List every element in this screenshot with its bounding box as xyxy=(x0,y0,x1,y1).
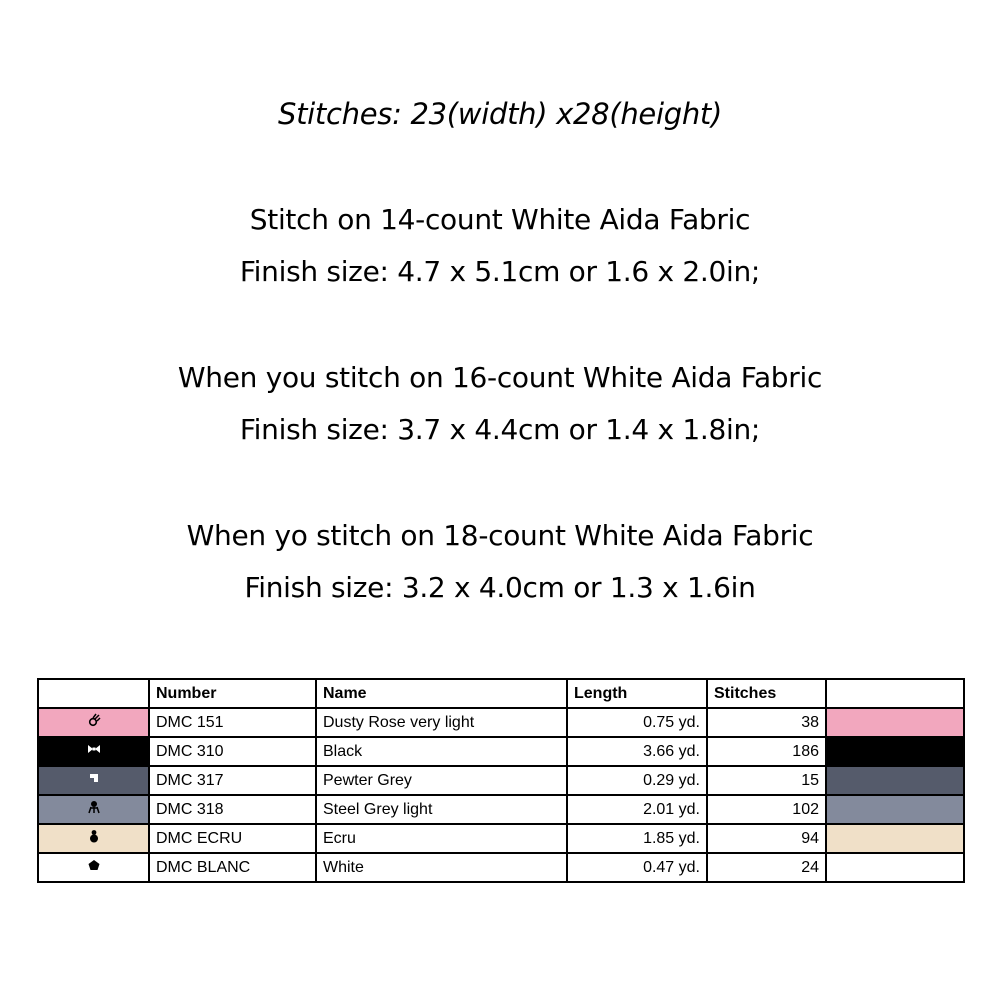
symbol-cell xyxy=(38,795,149,824)
finish-size-16: Finish size: 3.7 x 4.4cm or 1.4 x 1.8in; xyxy=(239,413,761,446)
stitch-count: 94 xyxy=(707,824,826,853)
color-swatch xyxy=(826,853,964,882)
table-header-row xyxy=(38,679,964,708)
stitch-count: 186 xyxy=(707,737,826,766)
thread-number: DMC 310 xyxy=(149,737,316,766)
symbol-cell xyxy=(38,708,149,737)
thread-length: 0.47 yd. xyxy=(567,853,707,882)
table-row xyxy=(38,737,964,766)
fabric-18-line: When yo stitch on 18-count White Aida Fabric xyxy=(186,519,814,552)
thread-length: 1.85 yd. xyxy=(567,824,707,853)
thread-length: 3.66 yd. xyxy=(567,737,707,766)
thread-number: DMC 318 xyxy=(149,795,316,824)
table-row xyxy=(38,766,964,795)
table-row xyxy=(38,795,964,824)
symbol-header xyxy=(38,679,149,708)
thread-key-table xyxy=(37,678,965,883)
thread-number: DMC 151 xyxy=(149,708,316,737)
number-header: Number xyxy=(149,679,316,708)
name-header: Name xyxy=(316,679,567,708)
comet-symbol-icon xyxy=(87,713,101,727)
color-header xyxy=(826,679,964,708)
stitches-header: Stitches xyxy=(707,679,826,708)
thread-number: DMC 317 xyxy=(149,766,316,795)
thread-name: Black xyxy=(316,737,567,766)
stitch-count: 38 xyxy=(707,708,826,737)
thread-name: Pewter Grey xyxy=(316,766,567,795)
thread-length: 2.01 yd. xyxy=(567,795,707,824)
color-swatch xyxy=(826,795,964,824)
color-swatch xyxy=(826,708,964,737)
color-swatch xyxy=(826,737,964,766)
thread-length: 0.29 yd. xyxy=(567,766,707,795)
color-swatch xyxy=(826,824,964,853)
stitch-count: 15 xyxy=(707,766,826,795)
thread-name: Dusty Rose very light xyxy=(316,708,567,737)
symbol-cell xyxy=(38,853,149,882)
bowtie-symbol-icon xyxy=(87,742,101,756)
finish-size-14: Finish size: 4.7 x 5.1cm or 1.6 x 2.0in; xyxy=(239,255,761,288)
pentagon-symbol-icon xyxy=(87,858,101,872)
thread-length: 0.75 yd. xyxy=(567,708,707,737)
fabric-14-line: Stitch on 14-count White Aida Fabric xyxy=(249,203,751,236)
thread-name: White xyxy=(316,853,567,882)
thread-name: Ecru xyxy=(316,824,567,853)
page-title: Stitches: 23(width) x28(height) xyxy=(278,97,722,131)
figure-symbol-icon xyxy=(87,800,101,814)
table-row xyxy=(38,708,964,737)
symbol-cell xyxy=(38,737,149,766)
symbol-cell xyxy=(38,766,149,795)
symbol-cell xyxy=(38,824,149,853)
color-swatch xyxy=(826,766,964,795)
fabric-16-line: When you stitch on 16-count White Aida Fabric xyxy=(177,361,823,394)
stitch-count: 24 xyxy=(707,853,826,882)
length-header: Length xyxy=(567,679,707,708)
thread-number: DMC BLANC xyxy=(149,853,316,882)
snowman-symbol-icon xyxy=(87,829,101,843)
stitch-count: 102 xyxy=(707,795,826,824)
table-row xyxy=(38,824,964,853)
finish-size-18: Finish size: 3.2 x 4.0cm or 1.3 x 1.6in xyxy=(244,571,756,604)
thread-number: DMC ECRU xyxy=(149,824,316,853)
corner-square-symbol-icon xyxy=(87,771,101,785)
thread-name: Steel Grey light xyxy=(316,795,567,824)
table-row xyxy=(38,853,964,882)
